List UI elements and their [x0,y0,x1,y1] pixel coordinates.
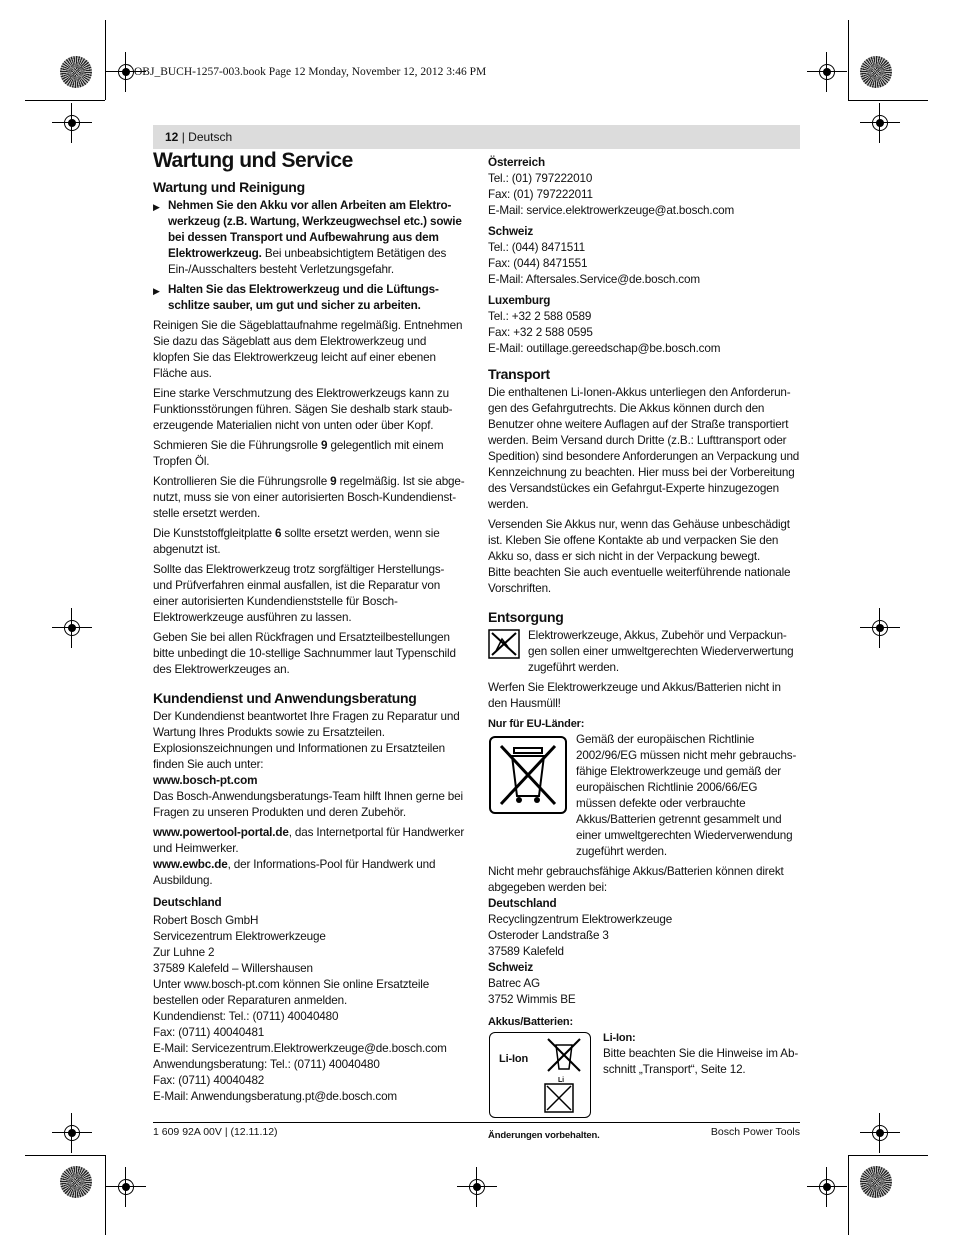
liion-battery-icon [489,1032,591,1118]
color-rosette-icon [860,56,892,88]
changes-note: Änderungen vorbehalten. [488,1130,600,1141]
crop-mark [848,20,849,100]
paragraph: www.powertool-portal.de, das Internetportal für Handwerker und Heimwerker. [153,826,465,855]
crop-mark [25,100,105,101]
paragraph: Schmieren Sie die Führungsrolle 9 gelegentlich mit einem Tropfen Öl. [153,439,444,468]
paragraph: Elektrowerkzeuge, Akkus, Zubehör und Verpackungen sollen einer umweltgerechten Wiederverwertung zugeführt werden. [528,629,794,674]
paragraph: Die Kunststoffgleitplatte 6 sollte ersetzt werden, wenn sie abgenutzt ist. [153,527,440,556]
link-text: www.bosch-pt.com [153,774,258,787]
link-text: www.ewbc.de [153,858,228,871]
address-line: Servicezentrum Elektrowerkzeuge [153,930,326,943]
address-line: Zur Luhne 2 [153,946,215,959]
registration-mark-icon [807,1167,847,1207]
page-number: 12 [165,130,179,144]
left-column [153,149,465,1105]
bullet-item: ▶ Halten Sie das Elektrowerkzeug und die Lüftungsschlitze sauber, um gut und sicher zu arbeiten. [153,282,465,314]
country-heading: Schweiz [488,961,534,974]
paragraph: Reinigen Sie die Sägeblattaufnahme regelmäßig. Entnehmen Sie dazu das Sägeblatt aus dem Elektrowerkzeug und klopfen Sie das Elektrowerkzeug leicht auf einer ebenen Fläche aus. [153,319,463,380]
paragraph: Das Bosch-Anwendungsberatungs-Team hilft Ihnen gerne bei Fragen zu unseren Produkten und deren Zubehör. [153,790,463,819]
section-heading: Transport [488,366,550,382]
crop-mark [848,100,928,101]
right-column: Österreich Tel.: (01) 797222010 Fax: (01) 797222011 E-Mail: service.elektrowerkzeuge@at.bosch.com Schweiz Tel.: (044) 8471511 Fax: (044) 8471551 E-Mail: Aftersales.Service@de.bosch.com Luxemburg Tel.: +32 2 588 0589 Fax: +32 2 588 0595 E-Mail: outillage.gereedschap@be.bosch.com Transport Die enthaltenen Li-Ionen-Akkus unterliegen den Anforderungen des Gefahrgutrechts. Die Akkus können durch den Benutzer ohne weitere Auflagen auf der Straße transportiert werden. Beim Versand durch Dritte (z.B.: Lufttransport oder Spedition) sind besondere Anforderungen an Verpackung und Kennzeichnung zu beachten. Hier muss bei der Vorbereitung des Versandstückes ein Gefahrgut-Experte hinzugezogen werden. Versenden Sie Akkus nur, wenn das Gehäuse unbeschädigt ist. Kleben Sie offene Kontakte ab und verpacken Sie den Akku so, dass er sich nicht in der Verpackung bewegt. Bitte beachten Sie auch eventuelle weiterführende nationale Vorschriften. Entsorgung Elektrowerkzeuge, Akkus, Zubehör und Verpackungen sollen einer umweltgerechten Wiederverwertung zugeführt werden. Werfen Sie Elektrowerkzeuge und Akkus/Batterien nicht in den Hausmüll! Nur für EU-Länder: Gemäß der europäischen Richtlinie 2002/96/EG müssen nicht mehr gebrauchsfähige Elektrowerkzeuge und gemäß der europäischen Richtlinie 2006/66/EG müssen defekte oder verbrauchte Akkus/Batterien getrennt gesammelt und einer umweltgerechten Wiederverwendung zugeführt werden. Nicht mehr gebrauchsfähige Akkus/Batterien können direkt abgegeben werden bei: Deutschland Recyclingzentrum Elektrowerkzeuge Osteroder Landstraße 3 37589 Kalefeld Schweiz Batrec AG 3752 Wimmis BE Akkus/Batterien: Li-Ion Li Li-Ion: Bitte beachten Sie die Hinweise im Abschnitt „Transport“, Seite 12. Änderungen vorbehalten. [488,155,800,1144]
footer-right: Bosch Power Tools [710,1126,800,1138]
section-heading: Entsorgung [488,609,564,625]
subheading: Akkus/Batterien: [488,1016,574,1028]
registration-mark-icon [807,52,847,92]
subheading: Li-Ion: [603,1032,636,1044]
address-line: E-Mail: Servicezentrum.Elektrowerkzeuge@de.bosch.com [153,1042,447,1055]
address-line: Fax: (0711) 40040482 [153,1074,265,1087]
paragraph: Werfen Sie Elektrowerkzeuge und Akkus/Batterien nicht in den Hausmüll! [488,681,781,710]
registration-mark-icon [52,1113,92,1153]
address-line: Kundendienst: Tel.: (0711) 40040480 [153,1010,339,1023]
paragraph: Kontrollieren Sie die Führungsrolle 9 regelmäßig. Ist sie abgenutzt, muss sie von einer autorisierten Bosch-Kundendienststelle ersetzt werden. [153,475,465,520]
paragraph: Gemäß der europäischen Richtlinie 2002/96/EG müssen nicht mehr gebrauchsfähige Elektrowerkzeuge und gemäß der europäischen Richtlinie 2006/66/EG müssen defekte oder verbrauchte Akkus/Batterien getrennt gesammelt und einer umweltgerechten Wiederverwendung zugeführt werden. [576,733,797,858]
paragraph: Bitte beachten Sie auch eventuelle weiterführende nationale Vorschriften. [488,566,791,595]
country-heading: Österreich [488,156,545,169]
print-line: OBJ_BUCH-1257-003.book Page 12 Monday, November 12, 2012 3:46 PM [134,66,487,78]
paragraph: Versenden Sie Akkus nur, wenn das Gehäuse unbeschädigt ist. Kleben Sie offene Kontakte ab und verpacken Sie den Akku so, dass er sich nicht in der Verpackung bewegt. [488,518,790,563]
paragraph: Eine starke Verschmutzung des Elektrowerkzeugs kann zu Funktionsstörungen führen. Sägen Sie deshalb stark stauberzeugende Materialien nicht von unten oder über Kopf. [153,387,453,432]
recycle-disposal-icon [488,629,520,659]
section-heading: Kundendienst und Anwendungsberatung [153,690,417,706]
header-language: Deutsch [188,130,233,144]
section-heading: Wartung und Reinigung [153,179,305,195]
paragraph: Nicht mehr gebrauchsfähige Akkus/Batterien können direkt abgegeben werden bei: [488,865,784,894]
footer-rule [153,1122,800,1123]
registration-mark-icon [860,103,900,143]
country-heading: Schweiz [488,225,534,238]
registration-mark-icon [860,1113,900,1153]
address-line: Unter www.bosch-pt.com können Sie online Ersatzteile bestellen oder Reparaturen anmelden. [153,978,430,1007]
crossed-bin-icon [489,736,567,814]
registration-mark-icon [860,608,900,648]
page-header: 12 | Deutsch [165,130,233,144]
liion-icon-label: Li-Ion [499,1053,529,1065]
header-band [153,125,800,149]
crop-mark [25,1155,105,1156]
address-line: E-Mail: Anwendungsberatung.pt@de.bosch.com [153,1090,398,1103]
crop-mark [848,1155,849,1235]
country-heading: Luxemburg [488,294,551,307]
bullet-item: ▶ Nehmen Sie den Akku vor allen Arbeiten am Elektrowerkzeug (z.B. Wartung, Werkzeugwechsel etc.) sowie bei dessen Transport und Aufbewahrung aus dem Elektrowerkzeug. Bei unbeabsichtigtem Betätigen des Ein-/Ausschalters besteht Verletzungsgefahr. [153,198,465,278]
paragraph: Der Kundendienst beantwortet Ihre Fragen zu Reparatur und Wartung Ihres Produkts sowie zu Ersatzteilen. Explosionszeichnungen und Informationen zu Ersatzteilen finden Sie auch unter: [153,710,460,771]
address-line: Anwendungsberatung: Tel.: (0711) 40040480 [153,1058,380,1071]
registration-mark-icon [106,1167,146,1207]
subheading: Nur für EU-Länder: [488,718,585,730]
page-title: Wartung und Service [153,149,353,172]
address-line: 37589 Kalefeld – Willershausen [153,962,313,975]
country-heading: Deutschland [488,897,557,910]
paragraph: Bitte beachten Sie die Hinweise im Abschnitt „Transport“, Seite 12. [603,1047,799,1076]
address-line: Robert Bosch GmbH [153,914,259,927]
recycle-small-icon [544,1083,574,1113]
paragraph: Die enthaltenen Li-Ionen-Akkus unterliegen den Anforderungen des Gefahrgutrechts. Die Akkus können durch den Benutzer ohne weitere Auflagen auf der Straße transportiert werden. Beim Versand durch Dritte (z.B.: Lufttransport oder Spedition) sind besondere Anforderungen an Verpackung und Kennzeichnung zu beachten. Hier muss bei der Vorbereitung des Versandstückes ein Gefahrgut-Experte hinzugezogen werden. [488,386,800,511]
country-heading: Deutschland [153,896,222,909]
crop-mark [848,1155,928,1156]
paragraph: www.ewbc.de, der Informations-Pool für Handwerk und Ausbildung. [153,858,436,887]
footer-left: 1 609 92A 00V | (12.11.12) [153,1126,278,1138]
registration-mark-icon [457,1167,497,1207]
link-text: www.powertool-portal.de [153,826,289,839]
paragraph: Sollte das Elektrowerkzeug trotz sorgfältiger Herstellungs- und Prüfverfahren einmal ausfallen, ist die Reparatur von einer autorisierten Kundendienststelle für Bosch-Elektrowerkzeuge ausführen zu lassen. [153,563,445,624]
registration-mark-icon [52,103,92,143]
li-small-label: Li [558,1077,564,1084]
color-rosette-icon [60,56,92,88]
address-line: Fax: (0711) 40040481 [153,1026,265,1039]
color-rosette-icon [60,1166,92,1198]
color-rosette-icon [860,1166,892,1198]
crossed-bin-small-icon [544,1035,584,1075]
registration-mark-icon [52,608,92,648]
paragraph: Geben Sie bei allen Rückfragen und Ersatzteilbestellungen bitte unbedingt die 10-stellige Sachnummer laut Typenschild des Elektrowerkzeuges an. [153,631,456,676]
